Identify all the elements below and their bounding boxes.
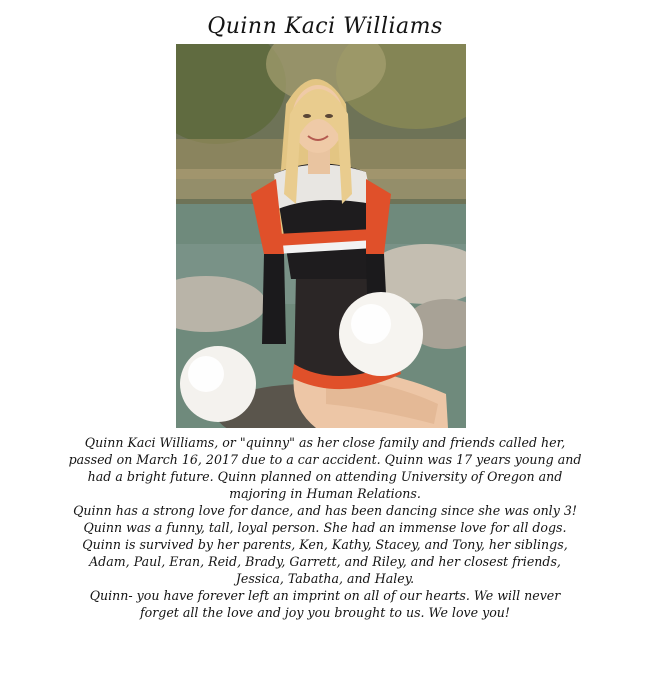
text-line: majoring in Human Relations. (229, 486, 421, 501)
text-line: Adam, Paul, Eran, Reid, Brady, Garrett, and Riley, and her closest friends, (89, 554, 561, 569)
page-title: Quinn Kaci Williams (207, 14, 443, 39)
text-line: Quinn was a funny, tall, loyal person. She had an immense love for all dogs. (83, 520, 567, 535)
text-line: Quinn is survived by her parents, Ken, Kathy, Stacey, and Tony, her siblings, (82, 537, 568, 552)
text-line: forget all the love and joy you brought to us. We love you! (140, 605, 510, 620)
text-line: Jessica, Tabatha, and Haley. (235, 571, 415, 586)
text-line: Quinn has a strong love for dance, and has been dancing since she was only 3! (73, 503, 577, 518)
text-line: Quinn Kaci Williams, or "quinny" as her close family and friends called her, (84, 435, 566, 450)
memorial-text (18, 434, 632, 621)
portrait-illustration (176, 44, 466, 428)
portrait-photo (176, 44, 466, 428)
text-line: Quinn- you have forever left an imprint on all of our hearts. We will never (89, 588, 561, 603)
text-line: passed on March 16, 2017 due to a car accident. Quinn was 17 years young and (68, 452, 582, 467)
text-line: had a bright future. Quinn planned on attending University of Oregon and (87, 469, 563, 484)
